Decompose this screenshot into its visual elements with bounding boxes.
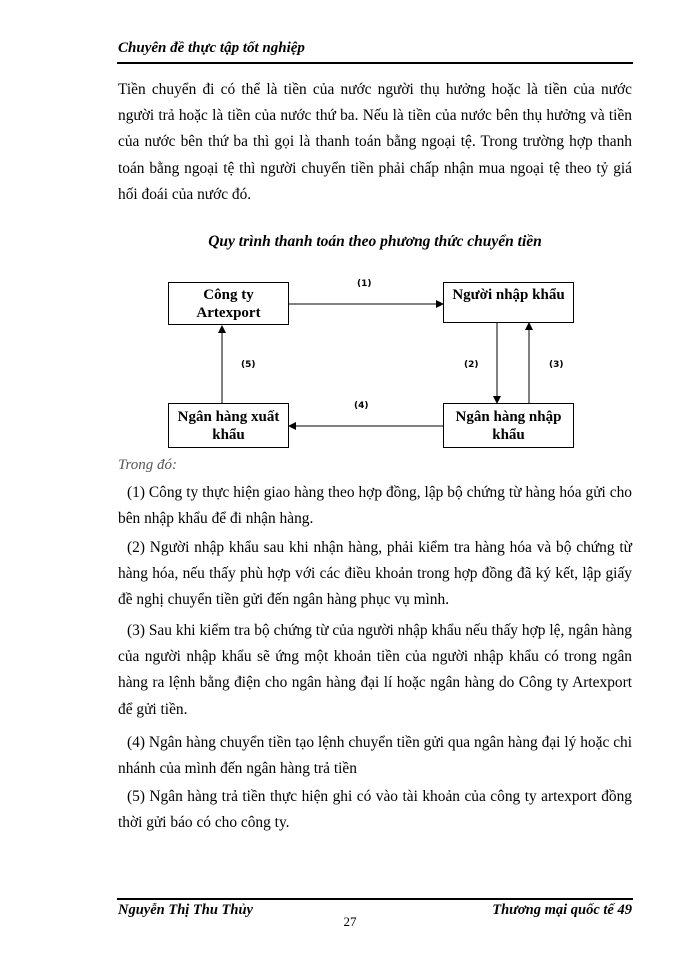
arrow-label-4: (4) xyxy=(354,401,369,411)
trong-do-label: Trong đó: xyxy=(118,457,178,473)
arrow-label-1: (1) xyxy=(357,279,372,289)
box-company xyxy=(168,282,289,325)
box-import-bank-label: Ngân hàng nhập khẩu xyxy=(455,408,562,443)
step-paragraph-4: (4) Ngân hàng chuyển tiền tạo lệnh chuyển tiền gửi qua ngân hàng đại lý hoặc chi nhánh của mình đến ngân hàng trả tiền xyxy=(118,734,632,778)
box-importer xyxy=(443,282,574,323)
box-export-bank-label: Ngân hàng xuất khẩu xyxy=(177,408,280,443)
box-importer-label: Người nhập khẩu xyxy=(452,287,565,303)
step-paragraph-5: (5) Ngân hàng trả tiền thực hiện ghi có vào tài khoản của công ty artexport đồng thời gửi báo có cho công ty. xyxy=(118,788,632,832)
arrow-label-5: (5) xyxy=(241,360,256,370)
arrow-label-2: (2) xyxy=(464,360,479,370)
intro-paragraph: Tiền chuyển đi có thể là tiền của nước người thụ hưởng hoặc là tiền của nước người trả hoặc là tiền của nước thứ ba. Nếu là tiền của nước bên thụ hưởng và tiền của nước bên thứ ba thì gọi là thanh toán bằng ngoại tệ. Trong trường hợp thanh toán bằng ngoại tệ thì người chuyển tiền phải chấp nhận mua ngoại tệ theo tỷ giá hối đoái của nước đó. xyxy=(118,81,632,203)
arrow-label-3: (3) xyxy=(549,360,564,370)
step-paragraph-1: (1) Công ty thực hiện giao hàng theo hợp đồng, lập bộ chứng từ hàng hóa gửi cho bên nhập khẩu để đi nhận hàng. xyxy=(118,484,632,528)
step-paragraph-2: (2) Người nhập khẩu sau khi nhận hàng, phải kiểm tra hàng hóa và bộ chứng từ hàng hóa, nếu thấy phù hợp với các điều khoản trong hợp đồng đã ký kết, lập giấy đề nghị chuyển tiền gửi đến ngân hàng phục vụ mình. xyxy=(118,539,632,609)
page-number: 27 xyxy=(343,914,357,929)
diagram-caption: Quy trình thanh toán theo phương thức chuyển tiền xyxy=(208,233,542,250)
box-company-label: Công ty Artexport xyxy=(196,286,261,321)
footer-rule xyxy=(117,898,633,900)
step-paragraph-3: (3) Sau khi kiểm tra bộ chứng từ của người nhập khẩu nếu thấy hợp lệ, ngân hàng của người nhập khẩu sẽ ứng một khoản tiền của người nhập khẩu có trong ngân hàng ra lệnh bằng điện cho ngân hàng đại lí hoặc ngân hàng do Công ty Artexport để gửi tiền. xyxy=(118,622,632,718)
footer-class: Thương mại quốc tế 49 xyxy=(492,902,632,918)
footer-author: Nguyễn Thị Thu Thủy xyxy=(118,902,253,918)
box-import-bank xyxy=(443,403,574,448)
running-header: Chuyên đề thực tập tốt nghiệp xyxy=(118,40,305,56)
box-export-bank xyxy=(168,403,289,448)
